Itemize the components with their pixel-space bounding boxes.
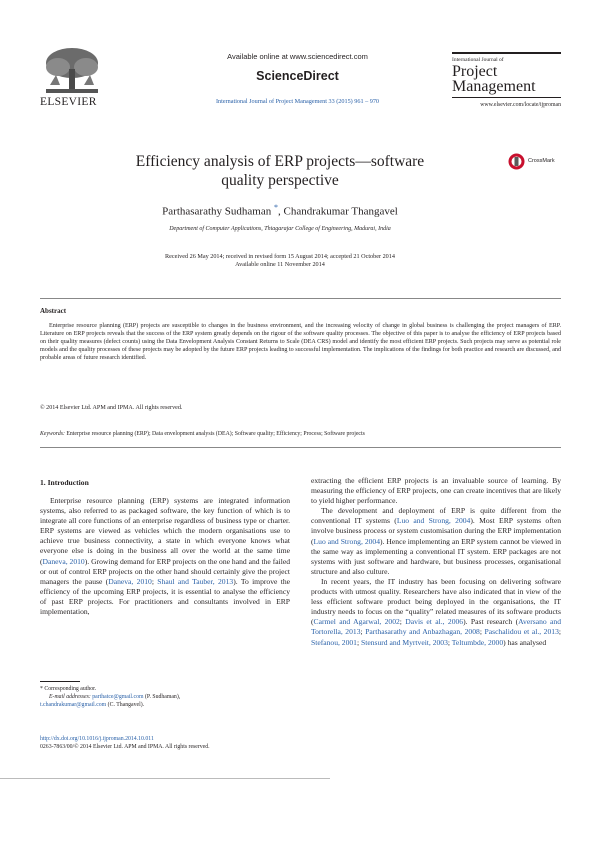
email-link[interactable]: t.chandrakumar@gmail.com [40, 702, 107, 708]
masthead-rule-bottom [452, 97, 561, 98]
crossmark-icon [508, 153, 525, 170]
doi-block [40, 735, 210, 751]
citation-link[interactable]: Luo and Strong, 2004 [396, 516, 471, 526]
corresponding-author-mark[interactable]: * [273, 203, 278, 212]
available-online-date: Available online 11 November 2014 [235, 261, 325, 268]
corresponding-author-note [40, 685, 180, 693]
masthead-rule-top [452, 52, 561, 54]
text-run: ; [356, 637, 361, 647]
footnotes [40, 685, 180, 709]
email-owner: (C. Thangavel). [107, 702, 145, 708]
received-dates: Received 26 May 2014; received in revised form 15 August 2014; accepted 21 October 2014 [165, 253, 395, 260]
section-heading: 1. Introduction [40, 478, 89, 487]
text-run: ). Growing demand for ERP projects on the one hand and the failed or out of control ERP projects on the other hand should certainly give the project managers the pause ( [40, 556, 290, 586]
journal-title-line2: Management [452, 78, 536, 95]
citation-link[interactable]: Carmel and Agarwal, 2002 [313, 617, 400, 627]
text-run: Enterprise resource planning (ERP) systems are integrated information systems, also referred to as packaged software, the key function of which is to integrate all core functions of an enterprise regardless of business type or charter. ERP systems are viewed as vehicles which the modern organisations use to achieve true business connectivity, a state in which everyone knows what everyone else is doing in the business all over the world at the same time ( [40, 496, 290, 566]
author-name: Chandrakumar Thangavel [283, 205, 398, 218]
citation-link[interactable]: Teltumbde, 2000 [451, 637, 504, 647]
citation-link[interactable]: Daneva, 2010 [42, 556, 85, 566]
citation-link[interactable]: Daneva, 2010 [108, 576, 152, 586]
text-run: ; [447, 637, 452, 647]
abstract-rule-bottom [40, 447, 561, 448]
text-run: The development and deployment of ERP is quite different from the conventional IT systems ( [311, 506, 561, 526]
paragraph [311, 577, 561, 648]
text-run: ; [360, 627, 366, 637]
citation-link[interactable]: Luo and Strong, 2004 [313, 536, 381, 546]
citation-link[interactable]: Aversano and Tortorella, 2013 [311, 617, 562, 637]
footnote-text: Corresponding author. [44, 686, 97, 692]
keywords-list: Enterprise resource planning (ERP); Data envelopment analysis (DEA); Software quality; Efficiency; Process; Software projects [66, 431, 365, 437]
body-column-right [311, 476, 561, 648]
journal-title-line1: Project [452, 63, 498, 80]
abstract-copyright: © 2014 Elsevier Ltd. APM and IPMA. All rights reserved. [40, 405, 183, 411]
paragraph [311, 506, 561, 577]
email-note [40, 701, 180, 709]
citation-link[interactable]: Shaul and Tauber, 2013 [157, 576, 234, 586]
paragraph [40, 496, 290, 617]
paragraph: extracting the efficient ERP projects is an invaluable source of learning. By measuring the efficiency of ERP projects, one can create incentives that are likely to yield higher performance. [311, 476, 561, 506]
article-title-line2: quality perspective [221, 172, 339, 189]
body-column-left [40, 496, 290, 617]
author-list [60, 203, 500, 218]
crossmark-button[interactable] [508, 153, 564, 173]
issn-line: 0263-7863/00/© 2014 Elsevier Ltd. APM and IPMA. All rights reserved. [40, 744, 210, 750]
text-run: ; [558, 627, 561, 637]
text-run: ; [479, 627, 485, 637]
crossmark-label: CrossMark [528, 158, 555, 164]
footnote-rule [40, 681, 80, 682]
footnote-mark: * [40, 686, 43, 692]
citation-link[interactable]: Stensurd and Myrtveit, 2003 [361, 637, 448, 647]
text-run: ). Hence implementing an ERP system cannot be viewed in the same way as implementing a conventional IT system. ERP packages are not systems with just software and hardware, but business processes, organisational structure and also culture. [311, 536, 561, 576]
journal-title [452, 64, 561, 94]
abstract-heading: Abstract [40, 307, 67, 315]
author-separator: , [277, 205, 284, 218]
citation-link[interactable]: Davis et al., 2006 [405, 617, 464, 627]
citation-link[interactable]: Stefanou, 2001 [311, 637, 357, 647]
journal-masthead [452, 52, 561, 108]
page-bottom-rule [0, 778, 330, 779]
text-run: ) has analysed [503, 637, 547, 647]
article-title-line1: Efficiency analysis of ERP projects—software [135, 153, 425, 170]
publisher-wordmark: ELSEVIER [40, 96, 97, 108]
keywords-label: Keywords: [40, 431, 65, 437]
author-name: Parthasarathy Sudhaman [162, 205, 272, 218]
keywords [40, 431, 365, 437]
text-run: ). Past research ( [463, 617, 519, 627]
email-owner: (P. Sudhaman), [144, 694, 181, 700]
text-run: ; [151, 576, 158, 586]
article-title [100, 152, 460, 190]
affiliation: Department of Computer Applications, Thiagarajar College of Engineering, Madurai, India [169, 226, 391, 232]
citation-link[interactable]: Parthasarathy and Anbazhagan, 2008 [365, 627, 480, 637]
citation-link[interactable]: Paschalidou et al., 2013 [484, 627, 559, 637]
text-run: ; [399, 617, 406, 627]
available-online-text: Available online at www.sciencedirect.com [227, 52, 368, 61]
email-label: E-mail addresses: [49, 694, 91, 700]
journal-citation-link[interactable]: International Journal of Project Management 33 (2015) 961 – 970 [215, 98, 380, 105]
article-history [60, 253, 500, 269]
text-run: ). Most ERP systems often involve business process or system customisation during the ERP implementation ( [311, 516, 562, 546]
abstract-rule-top [40, 298, 561, 299]
journal-url[interactable]: www.elsevier.com/locate/ijproman [480, 102, 561, 108]
doi-link[interactable]: http://dx.doi.org/10.1016/j.ijproman.2014.10.011 [40, 736, 154, 742]
email-link[interactable]: parthatce@gmail.com [92, 694, 144, 700]
text-run: In recent years, the IT industry has been focusing on delivering software products with utmost quality. Researchers have also indicated that in view of the less efficient software product being deployed in the organisations, the IT industry needs to focus on the “quality” related measures of its software products ( [311, 576, 561, 627]
text-run: ). To improve the efficiency of the upcoming ERP projects, it is essential to analyse the efficiency of past ERP projects. For practitioners and consultants involved in ERP implementation, [40, 576, 290, 617]
email-note [40, 693, 180, 701]
journal-kicker: International Journal of [452, 57, 504, 63]
abstract-body: Enterprise resource planning (ERP) projects are susceptible to changes in the business environment, and the increasing velocity of change in global business is challenging the project managers of ERP. Literature on ERP projects reveals that the success of the ERP system greatly depends on the rigour of the software quality processes. The objective of this paper is to analyse the efficiency of ERP projects based on their quality measures (defect counts) using the Data Envelopment Analysis Constant Returns to Scale (DEA CRS) model and identify the most efficient ERP projects. Such projects may serve as potential role models and the quality processes of these projects may be adopted by the future ERP projects leading to successful implementation. The implications of the findings for both practice and research are discussed, and probable areas of future research identified. [40, 323, 561, 362]
sciencedirect-brand: ScienceDirect [256, 69, 339, 83]
